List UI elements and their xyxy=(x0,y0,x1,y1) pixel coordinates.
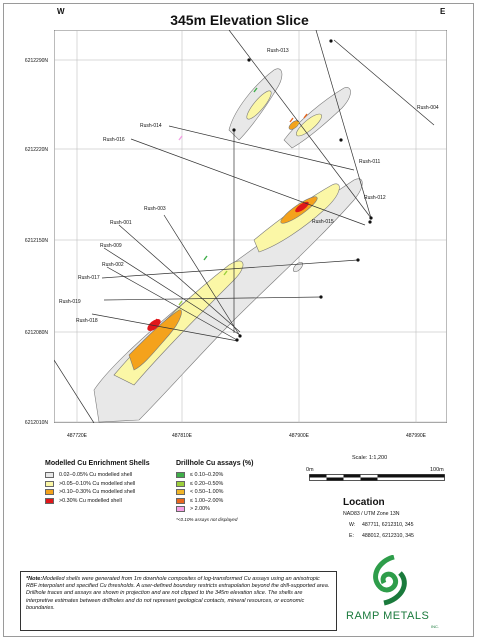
location-title: Location xyxy=(343,497,385,508)
easting-label: 487720E xyxy=(66,433,88,439)
scale-left-label: 0m xyxy=(306,467,314,473)
hole-label: Rush-001 xyxy=(110,220,132,226)
shell-swatch-2 xyxy=(45,481,54,487)
easting-label: 487900E xyxy=(288,433,310,439)
note-text: Modelled shells were generated from 1m downhole composites of log-transformed Cu assays using an anisotropic RBF interpolant and specified Cu thresholds. A user-defined boundary restricts extrapolation beyond the drill-supported area. Drillhole traces and assays are shown in projection and are not clipped to the 345m elevation slice. The shells are interpretive estimates between drillholes and do not represent geological contacts, mineral resources, or economic boundaries. xyxy=(26,576,330,611)
hole-label: Rush-011 xyxy=(359,159,381,165)
assays-legend-note: *<0.10% assays not displayed xyxy=(176,516,238,522)
assay-swatch-1 xyxy=(176,472,185,478)
shells-legend-item: >0.30% Cu modelled shell xyxy=(45,497,175,506)
scale-right-label: 100m xyxy=(430,467,444,473)
shells-legend-item: 0.02–0.05% Cu modelled shell xyxy=(45,471,175,480)
section-map xyxy=(54,30,447,423)
assay-legend-item: ≤ 0.20–0.50% xyxy=(176,480,286,489)
shells-legend-item: >0.10–0.30% Cu modelled shell xyxy=(45,488,175,497)
brand-name: RAMP METALS xyxy=(346,610,430,622)
hole-label: Rush-009 xyxy=(100,243,122,249)
shell-swatch-1 xyxy=(45,472,54,478)
location-datum: NAD83 / UTM Zone 13N xyxy=(343,511,400,517)
assays-legend xyxy=(176,460,286,522)
hole-label: Rush-019 xyxy=(59,299,81,305)
hole-label: Rush-015 xyxy=(312,219,334,225)
hole-label: Rush-018 xyxy=(76,318,98,324)
assay-legend-item: > 2.00% xyxy=(176,505,286,514)
brand-sub: INC. xyxy=(431,624,439,629)
northing-label: 6212080N xyxy=(24,330,48,336)
assay-swatch-4 xyxy=(176,498,185,504)
assay-swatch-3 xyxy=(176,489,185,495)
scale-label: Scale: 1:1,200 xyxy=(352,455,388,461)
shells-legend-item: >0.05–0.10% Cu modelled shell xyxy=(45,480,175,489)
hole-label: Rush-002 xyxy=(102,262,124,268)
scale-bar xyxy=(309,474,445,482)
northing-label: 6212150N xyxy=(24,238,48,244)
hole-label: Rush-012 xyxy=(364,195,386,201)
east-corner-label: E xyxy=(440,7,446,16)
interpretation-note xyxy=(20,571,337,631)
west-corner-label: W xyxy=(57,7,65,16)
location-west-label: W: xyxy=(349,522,356,528)
northing-label: 6212290N xyxy=(24,58,48,64)
northing-label: 6212220N xyxy=(24,147,48,153)
location-west-value: 487711, 6212310, 345 xyxy=(362,522,414,528)
map-title: 345m Elevation Slice xyxy=(170,12,309,28)
easting-label: 487990E xyxy=(405,433,427,439)
map-border xyxy=(54,30,447,423)
shell-swatch-4 xyxy=(45,498,54,504)
hole-label: Rush-014 xyxy=(140,123,162,129)
hole-label: Rush-003 xyxy=(144,206,166,212)
note-prefix: *Note: xyxy=(26,576,43,582)
hole-label: Rush-013 xyxy=(267,48,289,54)
northing-label: 6212010N xyxy=(24,420,48,426)
assay-swatch-2 xyxy=(176,481,185,487)
assay-legend-item: ≤ 0.10–0.20% xyxy=(176,471,286,480)
ramp-metals-logo xyxy=(370,555,410,607)
hole-label: Rush-017 xyxy=(78,275,100,281)
shells-legend xyxy=(45,460,175,505)
easting-label: 487810E xyxy=(171,433,193,439)
assay-swatch-5 xyxy=(176,506,185,512)
location-east-label: E: xyxy=(349,533,354,539)
shell-swatch-3 xyxy=(45,489,54,495)
location-east-value: 488012, 6212310, 345 xyxy=(362,533,414,539)
shells-legend-title: Modelled Cu Enrichment Shells xyxy=(45,460,150,467)
hole-label: Rush-004 xyxy=(417,105,439,111)
assay-legend-item: ≤ 1.00–2.00% xyxy=(176,497,286,506)
hole-label: Rush-016 xyxy=(103,137,125,143)
assay-legend-item: < 0.50–1.00% xyxy=(176,488,286,497)
assays-legend-title: Drillhole Cu assays (%) xyxy=(176,460,254,467)
